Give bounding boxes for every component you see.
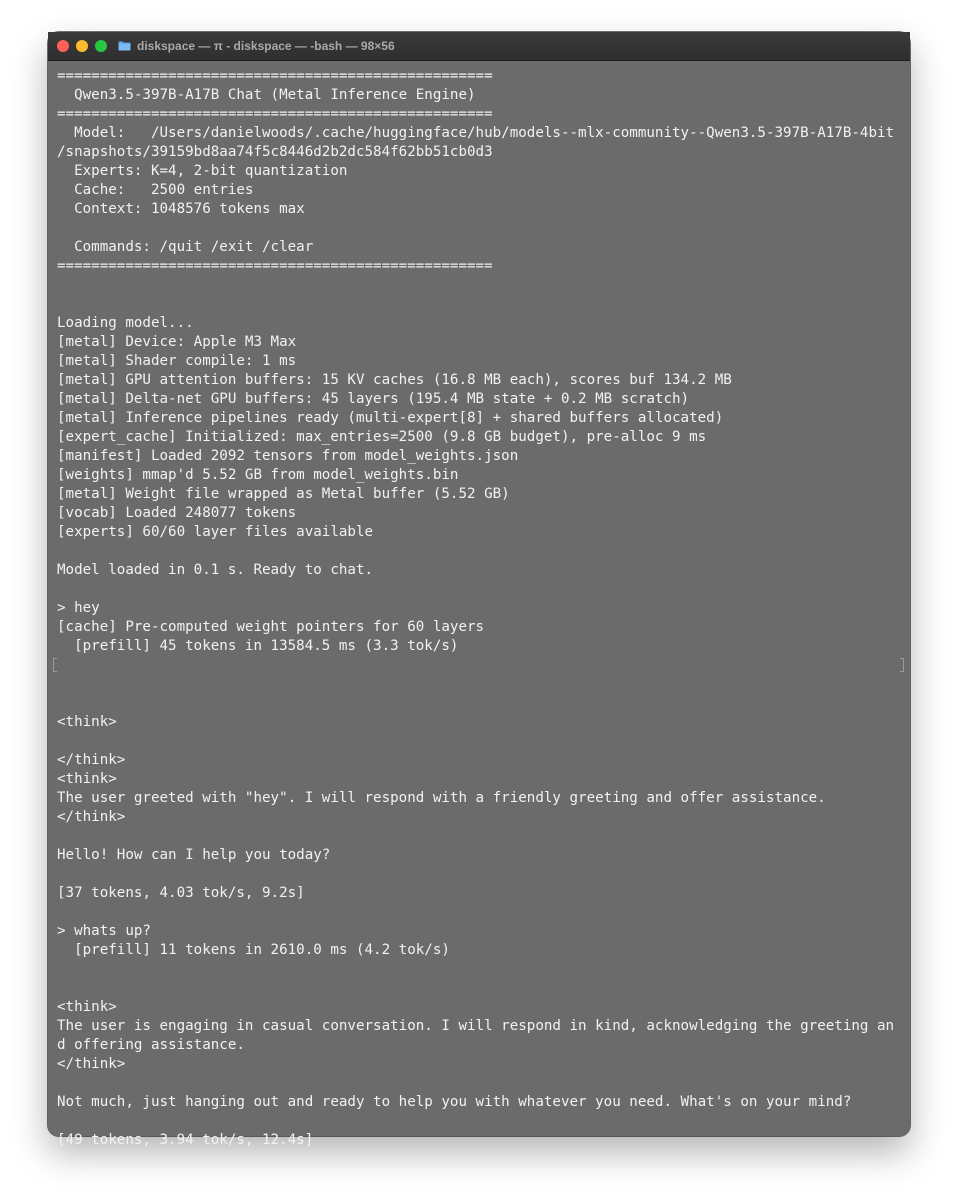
terminal-line bbox=[57, 827, 905, 846]
terminal-line: Not much, just hanging out and ready to help you with whatever you need. What's on your mind? bbox=[57, 1094, 852, 1110]
terminal-line: Hello! How can I help you today? bbox=[57, 847, 331, 863]
terminal-line: </think> bbox=[57, 1056, 126, 1072]
terminal-line: [37 tokens, 4.03 tok/s, 9.2s] bbox=[57, 885, 305, 901]
terminal-line: =================================================== bbox=[57, 258, 493, 274]
terminal-line: <think> bbox=[57, 999, 117, 1015]
terminal-line bbox=[57, 276, 905, 295]
terminal-line bbox=[57, 979, 905, 998]
terminal-line bbox=[57, 1074, 905, 1093]
terminal-window bbox=[48, 32, 910, 1148]
terminal-line: [weights] mmap'd 5.52 GB from model_weights.bin bbox=[57, 467, 459, 483]
terminal-line bbox=[57, 580, 905, 599]
terminal-line bbox=[57, 295, 905, 314]
terminal-line: [metal] GPU attention buffers: 15 KV caches (16.8 MB each), scores buf 134.2 MB bbox=[57, 372, 732, 388]
terminal-line: The user greeted with "hey". I will respond with a friendly greeting and offer assistance. bbox=[57, 790, 826, 806]
close-window-button[interactable] bbox=[57, 40, 69, 52]
terminal-line bbox=[57, 903, 905, 922]
terminal-line: [prefill] 45 tokens in 13584.5 ms (3.3 tok/s) bbox=[57, 638, 459, 654]
window-title bbox=[118, 32, 395, 60]
terminal-line: =================================================== bbox=[57, 106, 493, 122]
terminal-line: [49 tokens, 3.94 tok/s, 12.4s] bbox=[57, 1132, 314, 1148]
folder-icon bbox=[118, 41, 131, 51]
terminal-line: [metal] Weight file wrapped as Metal buffer (5.52 GB) bbox=[57, 486, 510, 502]
terminal-line bbox=[57, 542, 905, 561]
terminal-line: [experts] 60/60 layer files available bbox=[57, 524, 374, 540]
terminal-line: Model: /Users/danielwoods/.cache/huggingface/hub/models--mlx-community--Qwen3.5-397B-A17B-4bit bbox=[57, 125, 895, 141]
terminal-line: > whats up? bbox=[57, 923, 151, 939]
terminal-line bbox=[57, 732, 905, 751]
minimize-window-button[interactable] bbox=[76, 40, 88, 52]
terminal-line: <think> bbox=[57, 771, 117, 787]
terminal-line: [expert_cache] Initialized: max_entries=2500 (9.8 GB budget), pre-alloc 9 ms bbox=[57, 429, 707, 445]
terminal-line bbox=[57, 960, 905, 979]
terminal-line bbox=[57, 219, 905, 238]
terminal-line: Loading model... bbox=[57, 315, 194, 331]
terminal-line: <think> bbox=[57, 714, 117, 730]
terminal-line bbox=[57, 865, 905, 884]
terminal-line: d offering assistance. bbox=[57, 1037, 245, 1053]
terminal-line: Qwen3.5-397B-A17B Chat (Metal Inference Engine) bbox=[57, 87, 476, 103]
terminal-line bbox=[57, 694, 905, 713]
terminal-line: > hey bbox=[57, 600, 100, 616]
terminal-line: Commands: /quit /exit /clear bbox=[57, 239, 314, 255]
terminal-line: [metal] Inference pipelines ready (multi-expert[8] + shared buffers allocated) bbox=[57, 410, 724, 426]
terminal-line: [cache] Pre-computed weight pointers for 60 layers bbox=[57, 619, 485, 635]
terminal-line: Context: 1048576 tokens max bbox=[57, 201, 305, 217]
terminal-line: /snapshots/39159bd8aa74f5c8446d2b2dc584f62bb51cb0d3 bbox=[57, 144, 493, 160]
terminal-output[interactable] bbox=[57, 67, 905, 1150]
terminal-line: [prefill] 11 tokens in 2610.0 ms (4.2 tok/s) bbox=[57, 942, 450, 958]
terminal-line bbox=[57, 656, 905, 675]
terminal-line: </think> bbox=[57, 809, 126, 825]
terminal-line: </think> bbox=[57, 752, 126, 768]
mark-bracket-left bbox=[53, 658, 57, 672]
title-bar[interactable] bbox=[48, 32, 910, 61]
zoom-window-button[interactable] bbox=[95, 40, 107, 52]
terminal-line: [metal] Shader compile: 1 ms bbox=[57, 353, 297, 369]
terminal-line bbox=[57, 675, 905, 694]
terminal-line: [manifest] Loaded 2092 tensors from model_weights.json bbox=[57, 448, 519, 464]
terminal-line: =================================================== bbox=[57, 68, 493, 84]
terminal-line: [metal] Delta-net GPU buffers: 45 layers (195.4 MB state + 0.2 MB scratch) bbox=[57, 391, 690, 407]
terminal-line: Model loaded in 0.1 s. Ready to chat. bbox=[57, 562, 374, 578]
terminal-line: [vocab] Loaded 248077 tokens bbox=[57, 505, 297, 521]
window-title-text: diskspace — π - diskspace — -bash — 98×56 bbox=[137, 39, 395, 53]
terminal-line: Cache: 2500 entries bbox=[57, 182, 254, 198]
terminal-line: The user is engaging in casual conversation. I will respond in kind, acknowledging the greeting an bbox=[57, 1018, 895, 1034]
terminal-line: [metal] Device: Apple M3 Max bbox=[57, 334, 297, 350]
terminal-line bbox=[57, 1112, 905, 1131]
terminal-line: Experts: K=4, 2-bit quantization bbox=[57, 163, 348, 179]
mark-bracket-right bbox=[900, 658, 904, 672]
